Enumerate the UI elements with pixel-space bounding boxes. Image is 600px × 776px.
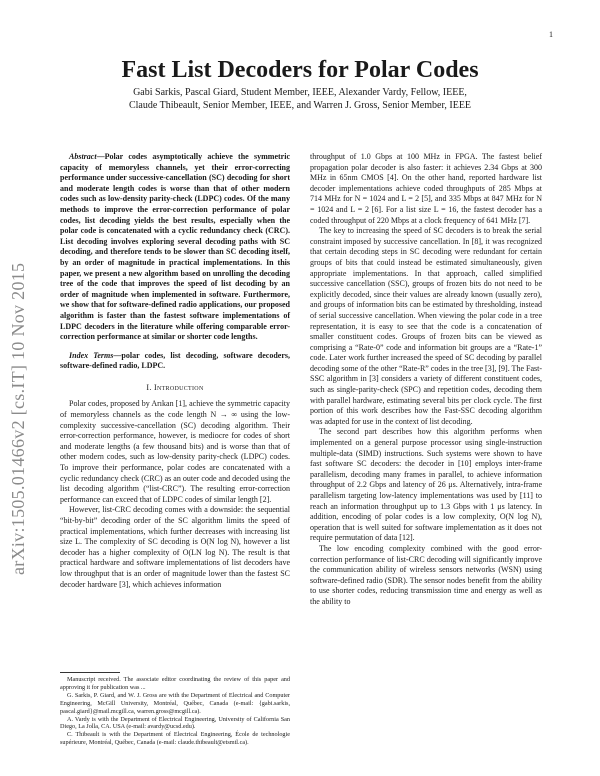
abstract bbox=[60, 152, 290, 343]
section-number: I. bbox=[146, 382, 152, 392]
section-title: Introduction bbox=[153, 382, 204, 392]
page-number: 1 bbox=[549, 30, 553, 39]
arxiv-identifier-stamp[interactable]: arXiv:1505.01466v2 [cs.IT] 10 Nov 2015 bbox=[8, 262, 28, 575]
body-paragraph: The key to increasing the speed of SC decoders is to break the serial constraint imposed by successive cancellation. In [8], it was recognized that certain decoding steps in SC decoding were redundant for certain groups of bits that could instead be estimated simultaneously, given appropriate implementations. In that approach, called simplified successive cancellation (SSC), groups of frozen bits do not need to be explicitly decoded, since their values are already known (usually zero), and groups of information bits can be estimated by thresholding, instead of serial successive cancellation. When viewing the polar code in a tree representation, it is easy to see that the code is a concatenation of smaller constituent codes. Groups of frozen bits can be viewed as comprising a “Rate-0” code and information bit groups are a “Rate-1” code. Later work further increased the speed of SC decoding by parallel decoding some of the other “Rate-R” codes in the tree [3], [9]. The Fast-SSC algorithm in [3] considers a variety of different constituent codes, such as single-parity-check (SPC) and repetition codes, decoding them with parallel hardware, estimating several bits per clock cycle. The first portion of this work describes how the Fast-SSC decoding algorithm was adapted for use in the context of list decoding. bbox=[310, 226, 542, 426]
paper-title: Fast List Decoders for Polar Codes bbox=[121, 57, 479, 83]
footnote: A. Vardy is with the Department of Electrical Engineering, University of California San Diego, La Jolla, CA. USA (e-mail: avardy@ucsd.edu). bbox=[60, 715, 290, 731]
section-heading-introduction bbox=[60, 383, 290, 394]
abstract-text: —Polar codes asymptotically achieve the symmetric capacity of memoryless channels, yet their error-correcting performance under successive-cancellation (SC) decoding for short and moderate length codes is worse than that of other modern codes such as low-density parity-check (LDPC) codes. Of the many methods to improve the error-correction performance of polar codes, list decoding yields the best results, especially when the polar code is concatenated with a cyclic redundancy check (CRC). List decoding involves exploring several decoding paths with SC decoding, and therefore tends to be slower than SC decoding itself, by an order of magnitude in practical implementations. In this paper, we present a new algorithm based on unrolling the decoding tree of the code that improves the speed of list decoding by an order of magnitude when implemented in software. Furthermore, we show that for software-defined radio applications, our proposed algorithm is faster than the fastest software implementations of LDPC decoders in the literature while offering comparable error-correction performance at similar or shorter code lengths. bbox=[60, 152, 290, 342]
author-line-1: Gabi Sarkis, Pascal Giard, Student Member, IEEE, Alexander Vardy, Fellow, IEEE, bbox=[133, 87, 467, 98]
body-paragraph: The second part describes how this algorithm performs when implemented on a general purpose processor using single-instruction multiple-data (SIMD) instructions. Such systems were shown to have fast software SC decoders: the decoder in [10] employs inter-frame parallelism, decoding many frames in parallel, to achieve information throughput of 2.2 Gbps and latency of 26 μs. Alternatively, intra-frame parallelism targeting low-latency implementations was used by [11] to reach an information throughput up to 1.3 Gbps with 1 μs latency. In addition, encoding of polar codes is a low complexity, O(N log N), operation that is well suited for software implementation as it does not require permutation of data [12]. bbox=[310, 427, 542, 543]
right-column bbox=[310, 152, 542, 608]
index-terms-text: —polar codes, list decoding, software decoders, software-defined radio, LDPC. bbox=[60, 350, 291, 371]
body-paragraph: Polar codes, proposed by Arıkan [1], achieve the symmetric capacity of memoryless channels as the code length N → ∞ using the low-complexity successive-cancellation (SC) decoding algorithm. Their error-correction performance, however, is mediocre for codes of short and moderate lengths (a few thousand bits) and is worse than that of other modern codes, such as low-density parity-check (LDPC) codes. To improve their performance, polar codes are concatenated with a cyclic redundancy check (CRC) as an outer code and decoded using the list decoding algorithm (“list-CRC”). The resulting error-correction performance can exceed that of LDPC codes of similar length [2]. bbox=[60, 399, 290, 504]
footnote: Manuscript received. The associate editor coordinating the review of this paper and approving it for publication was ... bbox=[60, 676, 290, 691]
author-line-2: Claude Thibeault, Senior Member, IEEE, and Warren J. Gross, Senior Member, IEEE bbox=[128, 99, 472, 111]
index-terms-label: Index Terms bbox=[69, 350, 114, 360]
body-paragraph: However, list-CRC decoding comes with a downside: the sequential “bit-by-bit” decoding order of the SC algorithm limits the speed of practical implementations, which further decreases with increasing list size L. The complexity of SC decoding is O(N log N), however a list decoder has a higher complexity of O(LN log N). The result is that practical hardware and software implementations of list decoders have low throughput that is an order of magnitude lower than the fastest SC decoder hardware [3], which achieves information bbox=[60, 505, 290, 589]
footnote: C. Thibeault is with the Department of Electrical Engineering, École de technologie supérieure, Montréal, Québec, Canada (e-mail: claude.thibeault@etsmtl.ca). bbox=[60, 731, 290, 747]
index-terms bbox=[60, 351, 290, 372]
abstract-label: Abstract bbox=[69, 152, 97, 161]
footnote-divider bbox=[60, 672, 120, 673]
footnote: G. Sarkis, P. Giard, and W. J. Gross are with the Department of Electrical and Computer Engineering, McGill University, Montréal, Québec, Canada (e-mail: {gabi.sarkis, pascal.giard}@mail.mcgill.ca, warren.gross@mcgill.ca). bbox=[60, 691, 290, 715]
body-paragraph: The low encoding complexity combined with the good error-correction performance of list-CRC decoding will significantly improve the communication ability of wireless sensors networks (WSN) using software-defined radio (SDR). The sensor nodes benefit from the ability to use shorter codes, reducing transmission time and energy as well as the ability to bbox=[310, 543, 542, 606]
left-column bbox=[60, 152, 290, 590]
author-list bbox=[70, 87, 530, 112]
body-paragraph: throughput of 1.0 Gbps at 100 MHz in FPGA. The fastest belief propagation polar decoder is also faster: it achieves 2.34 Gbps at 300 MHz in 65nm CMOS [4]. On the other hand, reported hardware list decoder implementations achieve coded throughputs of 285 Mbps at 714 MHz for N = 1024 and L = 2 [5], and 335 Mbps at 847 MHz for N = 1024 and L = 2 [6]. For a list size L = 16, the fastest decoder has a coded throughput of 220 Mbps at a clock frequency of 641 MHz [7]. bbox=[310, 152, 542, 225]
footnotes bbox=[60, 672, 290, 747]
